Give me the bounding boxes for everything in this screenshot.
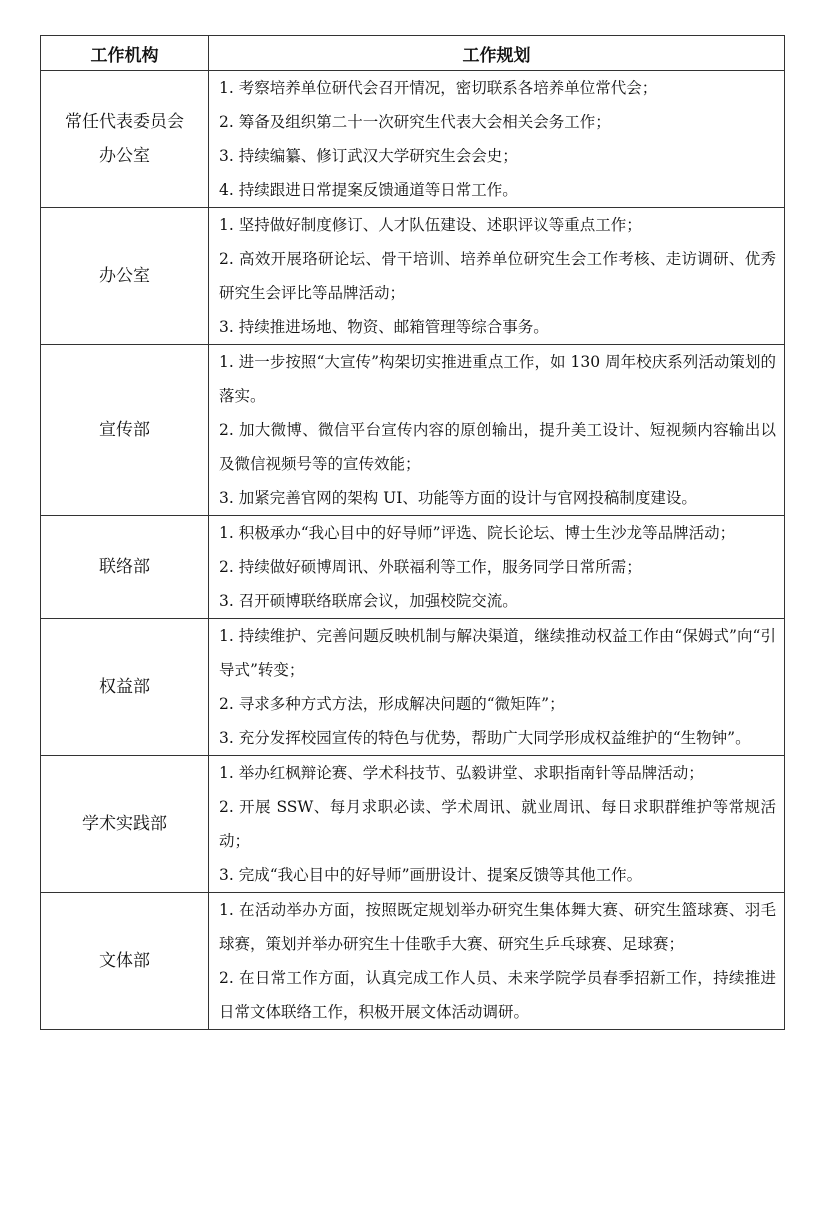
plan-cell [209,345,785,516]
table-row [41,208,785,345]
dept-name: 学术实践部 [82,814,167,834]
dept-cell [41,619,209,756]
dept-name: 联络部 [99,557,150,577]
table-row [41,345,785,516]
dept-name: 权益部 [99,677,150,697]
table-row [41,516,785,619]
plan-item: 2. 持续做好硕博周讯、外联福利等工作，服务同学日常所需； [219,558,642,576]
plan-item: 2. 高效开展珞研论坛、骨干培训、培养单位研究生会工作考核、走访调研、优秀研究生会评比等品牌活动； [219,250,776,302]
header-org: 工作机构 [41,36,209,71]
plan-item: 2. 筹备及组织第二十一次研究生代表大会相关会务工作； [219,113,611,131]
plan-item: 3. 充分发挥校园宣传的特色与优势，帮助广大同学形成权益维护的“生物钟”。 [219,729,751,747]
plan-cell [209,516,785,619]
plan-cell [209,208,785,345]
plan-item: 1. 考察培养单位研代会召开情况，密切联系各培养单位常代会； [219,79,658,97]
plan-cell [209,756,785,893]
dept-cell [41,345,209,516]
table-row [41,893,785,1030]
dept-name: 常任代表委员会 [65,112,184,132]
plan-item: 2. 开展 SSW、每月求职必读、学术周讯、就业周讯、每日求职群维护等常规活动； [219,798,776,850]
plan-item: 1. 举办红枫辩论赛、学术科技节、弘毅讲堂、求职指南针等品牌活动； [219,764,704,782]
dept-cell [41,893,209,1030]
table-row [41,756,785,893]
plan-item: 3. 持续推进场地、物资、邮箱管理等综合事务。 [219,318,549,336]
work-plan-table [40,35,785,1030]
plan-item: 3. 完成“我心目中的好导师”画册设计、提案反馈等其他工作。 [219,866,643,884]
table-row [41,619,785,756]
dept-name: 文体部 [99,951,150,971]
plan-item: 1. 坚持做好制度修订、人才队伍建设、述职评议等重点工作； [219,216,642,234]
plan-item: 4. 持续跟进日常提案反馈通道等日常工作。 [219,181,518,199]
plan-item: 2. 寻求多种方式方法，形成解决问题的“微矩阵”； [219,695,565,713]
dept-cell [41,756,209,893]
plan-item: 1. 积极承办“我心目中的好导师”评选、院长论坛、博士生沙龙等品牌活动； [219,524,736,542]
dept-cell [41,208,209,345]
dept-name: 办公室 [99,146,150,166]
table-header-row [41,36,785,71]
plan-cell [209,71,785,208]
dept-name: 宣传部 [99,420,150,440]
plan-item: 2. 加大微博、微信平台宣传内容的原创输出，提升美工设计、短视频内容输出以及微信视频号等的宣传效能； [219,421,776,473]
plan-item: 1. 进一步按照“大宣传”构架切实推进重点工作，如 130 周年校庆系列活动策划的落实。 [219,353,776,405]
plan-cell [209,619,785,756]
plan-item: 3. 加紧完善官网的架构 UI、功能等方面的设计与官网投稿制度建设。 [219,489,697,507]
dept-cell [41,516,209,619]
plan-item: 1. 在活动举办方面，按照既定规划举办研究生集体舞大赛、研究生篮球赛、羽毛球赛，策划并举办研究生十佳歌手大赛、研究生乒乓球赛、足球赛； [219,901,776,953]
dept-name: 办公室 [99,266,150,286]
plan-item: 2. 在日常工作方面，认真完成工作人员、未来学院学员春季招新工作，持续推进日常文体联络工作，积极开展文体活动调研。 [219,969,776,1021]
table-row [41,71,785,208]
plan-cell [209,893,785,1030]
header-plan: 工作规划 [209,36,785,71]
dept-cell [41,71,209,208]
plan-item: 3. 持续编纂、修订武汉大学研究生会会史； [219,147,518,165]
plan-item: 1. 持续维护、完善问题反映机制与解决渠道，继续推动权益工作由“保姆式”向“引导式”转变； [219,627,776,679]
plan-item: 3. 召开硕博联络联席会议，加强校院交流。 [219,592,518,610]
